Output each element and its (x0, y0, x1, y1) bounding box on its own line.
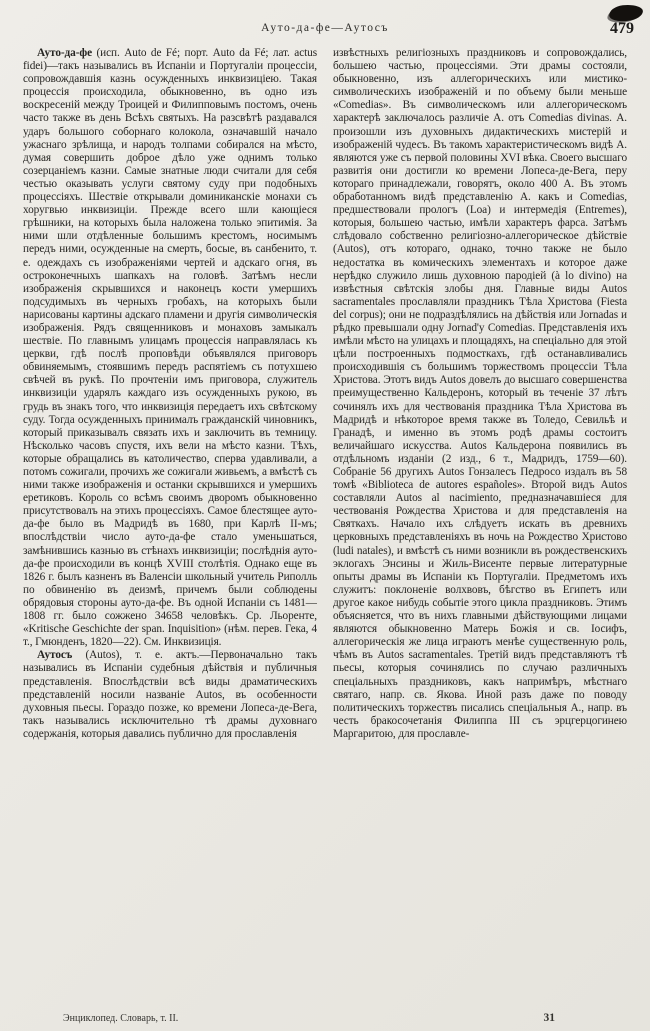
article-autos-continuation: извѣстныхъ религіозныхъ праздниковъ и сопровождались, большею частью, процессіями. Эти драмы состояли, обыкновенно, изъ аллегорическихъ или мистико-символическихъ изображеній и по объему были меньше «Comedias». Въ символическомъ или аллегорическомъ характерѣ заключалось различіе А. отъ Comedias divinas. А. произошли изъ духовныхъ дидактическихъ мистерій и изображеній чудесъ. Въ такомъ характеристическомъ видѣ А. являются уже съ первой половины XVI вѣка. Своего высшаго развитія они достигли ко времени Лопеса-де-Вега, перу котораго принадлежали, говорятъ, около 400 А. Въ этомъ обработанномъ видѣ представленію А. какъ и Comedias, предшествовали прологъ (Loa) и интермедія (Entremes), которыя, большею частью, имѣли характеръ фарса. Затѣмъ слѣдовало собственно религіозно-аллегорическое дѣйствіе (Autos), отъ котораго, однако, точно также не было недостатка въ комическихъ элементахъ и которое даже нерѣдко служило лишь духовною пародіей (à lo divino) на извѣстныя свѣтскія злобы дня. Главные виды Autos sacramentales прославляли праздникъ Тѣла Христова (Fiesta del corpus); они не подраздѣлялись на дѣйствія или Jornadas и рѣдко превышали одну Jornad'у Comedias. Представленія ихъ имѣли мѣсто на улицахъ и площадяхъ, на спеціально для этой цѣли построенныхъ подмосткахъ, гдѣ останавливались происходившія съ большимъ торжествомъ процессіи Тѣла Христова. Этотъ видъ Autos довелъ до высшаго совершенства преимущественно Кальдеронъ, который въ теченіе 37 лѣтъ сочинялъ ихъ для чествованія праздника Тѣла Христова въ Мадридѣ и нѣкоторое время также въ Толедо, Севильѣ и Гранадѣ, и именно въ этомъ родѣ драмы состоитъ величайшаго искусства. Autos Кальдерона появились въ отдѣльномъ изданіи (2 изд., 6 т., Мадридъ, 1759—60). Собраніе 56 другихъ Autos Гонзалесъ Педросо издалъ въ 58 томѣ «Biblioteca de autores españoles». Второй видъ Autos составляли Autos al nacimiento, предназначавшіеся для чествованія Рождества Христова и для представленія на Святкахъ. Начало ихъ слѣдуетъ искать въ древнихъ церковныхъ представленіяхъ въ ночь на Рождество Христово (ludi natales), и вмѣстѣ съ ними возникли въ рождественскихъ эклогахъ Энсины и Жиль-Висенте первые литературные опыты драмы въ Испаніи къ Португаліи. Предметомъ ихъ служитъ: поклоненіе волхвовъ, бѣгство въ Египетъ или другое какое нибудь событіе этого цикла праздниковъ. Этимъ объясняется, что въ нихъ главными дѣйствующими лицами являются обыкновенно Матерь Божія и св. Іосифъ, аллегорическія же лица играютъ менѣе существенную роль, чѣмъ въ Autos sacramentales. Третій видъ представляютъ тѣ пьесы, которыя сочинялись по случаю различныхъ спеціальныхъ праздниковъ, какъ напримѣръ, мѣстнаго святаго, напр. св. Якова. Иной разъ даже по поводу политическихъ торжествъ писались спеціальныя А., напр. въ честь бракосочетанія Филиппа III съ эрцгерцогинею Маргаритою, для прославле- (333, 47, 627, 740)
running-head: Ауто-да-фе—Аутосъ (261, 22, 389, 34)
text-columns (23, 47, 627, 1003)
article-auto-da-fe-headword: Ауто-да-фе (37, 47, 93, 59)
signature-mark: 31 (543, 1012, 555, 1024)
right-column (333, 47, 627, 1003)
article-auto-da-fe (23, 47, 317, 649)
article-autos (23, 649, 317, 741)
article-autos-headword: Аутосъ (37, 649, 73, 662)
imprint-note: Энциклопед. Словарь, т. II. (63, 1013, 179, 1024)
article-autos-text-left: (Autos), т. е. актъ.—Первоначально такъ назывались въ Испаніи судебныя дѣйствія и публичныя представленія. Впослѣдствіи всѣ виды драматическихъ представленій носили названіе Autos, въ особенности духовныя пьесы. Гораздо позже, ко времени Лопеса-де-Вега, такъ назывались исключительно тѣ драмы духовнаго содержанія, которыя давались публично для прославленія (23, 649, 317, 740)
article-auto-da-fe-text: (исп. Auto de Fé; порт. Auto da Fé; лат. actus fidei)—такъ назывались въ Испаніи и Португаліи процессіи, сопровождавшія казнь осужденныхъ инквизиціею. Такая процессія происходила, обыкновенно, въ одно изъ воскресеній между Троицей и Филипповымъ постомъ, очень часто также въ день Всѣхъ святыхъ. На разсвѣтѣ раздавался ударъ большого соборнаго колокола, означавшій начало ужаснаго зрѣлища, и народъ толпами собирался на мѣсто, думая совершить доброе дѣло уже однимъ только созерцаніемъ казни. Самые знатные люди считали для себя честью оказывать услуги святому суду при подобныхъ процессіяхъ. Шествіе открывали доминиканскіе монахи съ хоругвью инквизиціи. Прежде всего шли кающіеся грѣшники, на которыхъ была наложена только эпитимія. За ними шли отдѣленные большимъ крестомъ, носимымъ передъ ними, осужденные на смерть, босые, въ санбенито, т. е. одеждахъ съ изображеніями чертей и адскаго огня, въ остроконечныхъ шапкахъ на головѣ. Затѣмъ несли изображенія скрывшихся и наконецъ кости умершихъ подсудимыхъ въ черныхъ гробахъ, на которыхъ были нарисованы картины адскаго пламени и другія символическія изображенія. Рядъ священниковъ и монаховъ замыкалъ шествіе. По главнымъ улицамъ процессія направлялась къ церкви, гдѣ послѣ проповѣди объявлялся приговоръ обвиняемымъ, стоявшимъ передъ распятіемъ съ потухшею свѣчей въ рукѣ. По прочтеніи имъ приговора, служитель инквизиціи ударялъ каждаго изъ осужденныхъ рукою, въ грудь въ знакъ того, что инквизиція передаетъ ихъ свѣтскому суду. Тогда осужденныхъ принималъ гражданскій чиновникъ, который приказывалъ связать ихъ и заключить въ темницу. Нѣсколько часовъ спустя, ихъ вели на мѣсто казни. Тѣхъ, которые обращались въ католичество, сперва удавливали, а потомъ сожигали, прочихъ же сожигали живьемъ, а вмѣстѣ съ ними также изображенія и останки скрывшихся и умершихъ еретиковъ. Король со всѣмъ своимъ дворомъ обыкновенно присутствовалъ на этихъ процессіяхъ. Самое блестящее ауто-да-фе было въ Мадридѣ въ 1680, при Карлѣ II-мъ; впослѣдствіи число ауто-да-фе стало уменьшаться, замѣнившись казнью въ стѣнахъ инквизиціи; послѣднія ауто-да-фе происходили въ концѣ XVIII столѣтія. Однако еще въ 1826 г. былъ казненъ въ Валенсіи школьный учитель Риполль по обвиненію въ деизмѣ, причемъ были соблюдены обрядовыя стороны ауто-да-фе. Въ одной Испаніи съ 1481—1808 гг. было сожжено 34658 человѣкъ. Ср. Льоренте, «Kritische Geschichte der span. Inquisition» (нѣм. перев. Гека, 4 т., Гмюнденъ, 1820—22). См. Инквизиція. (23, 47, 317, 649)
page-number: 479 (610, 20, 634, 37)
left-column (23, 47, 317, 1003)
